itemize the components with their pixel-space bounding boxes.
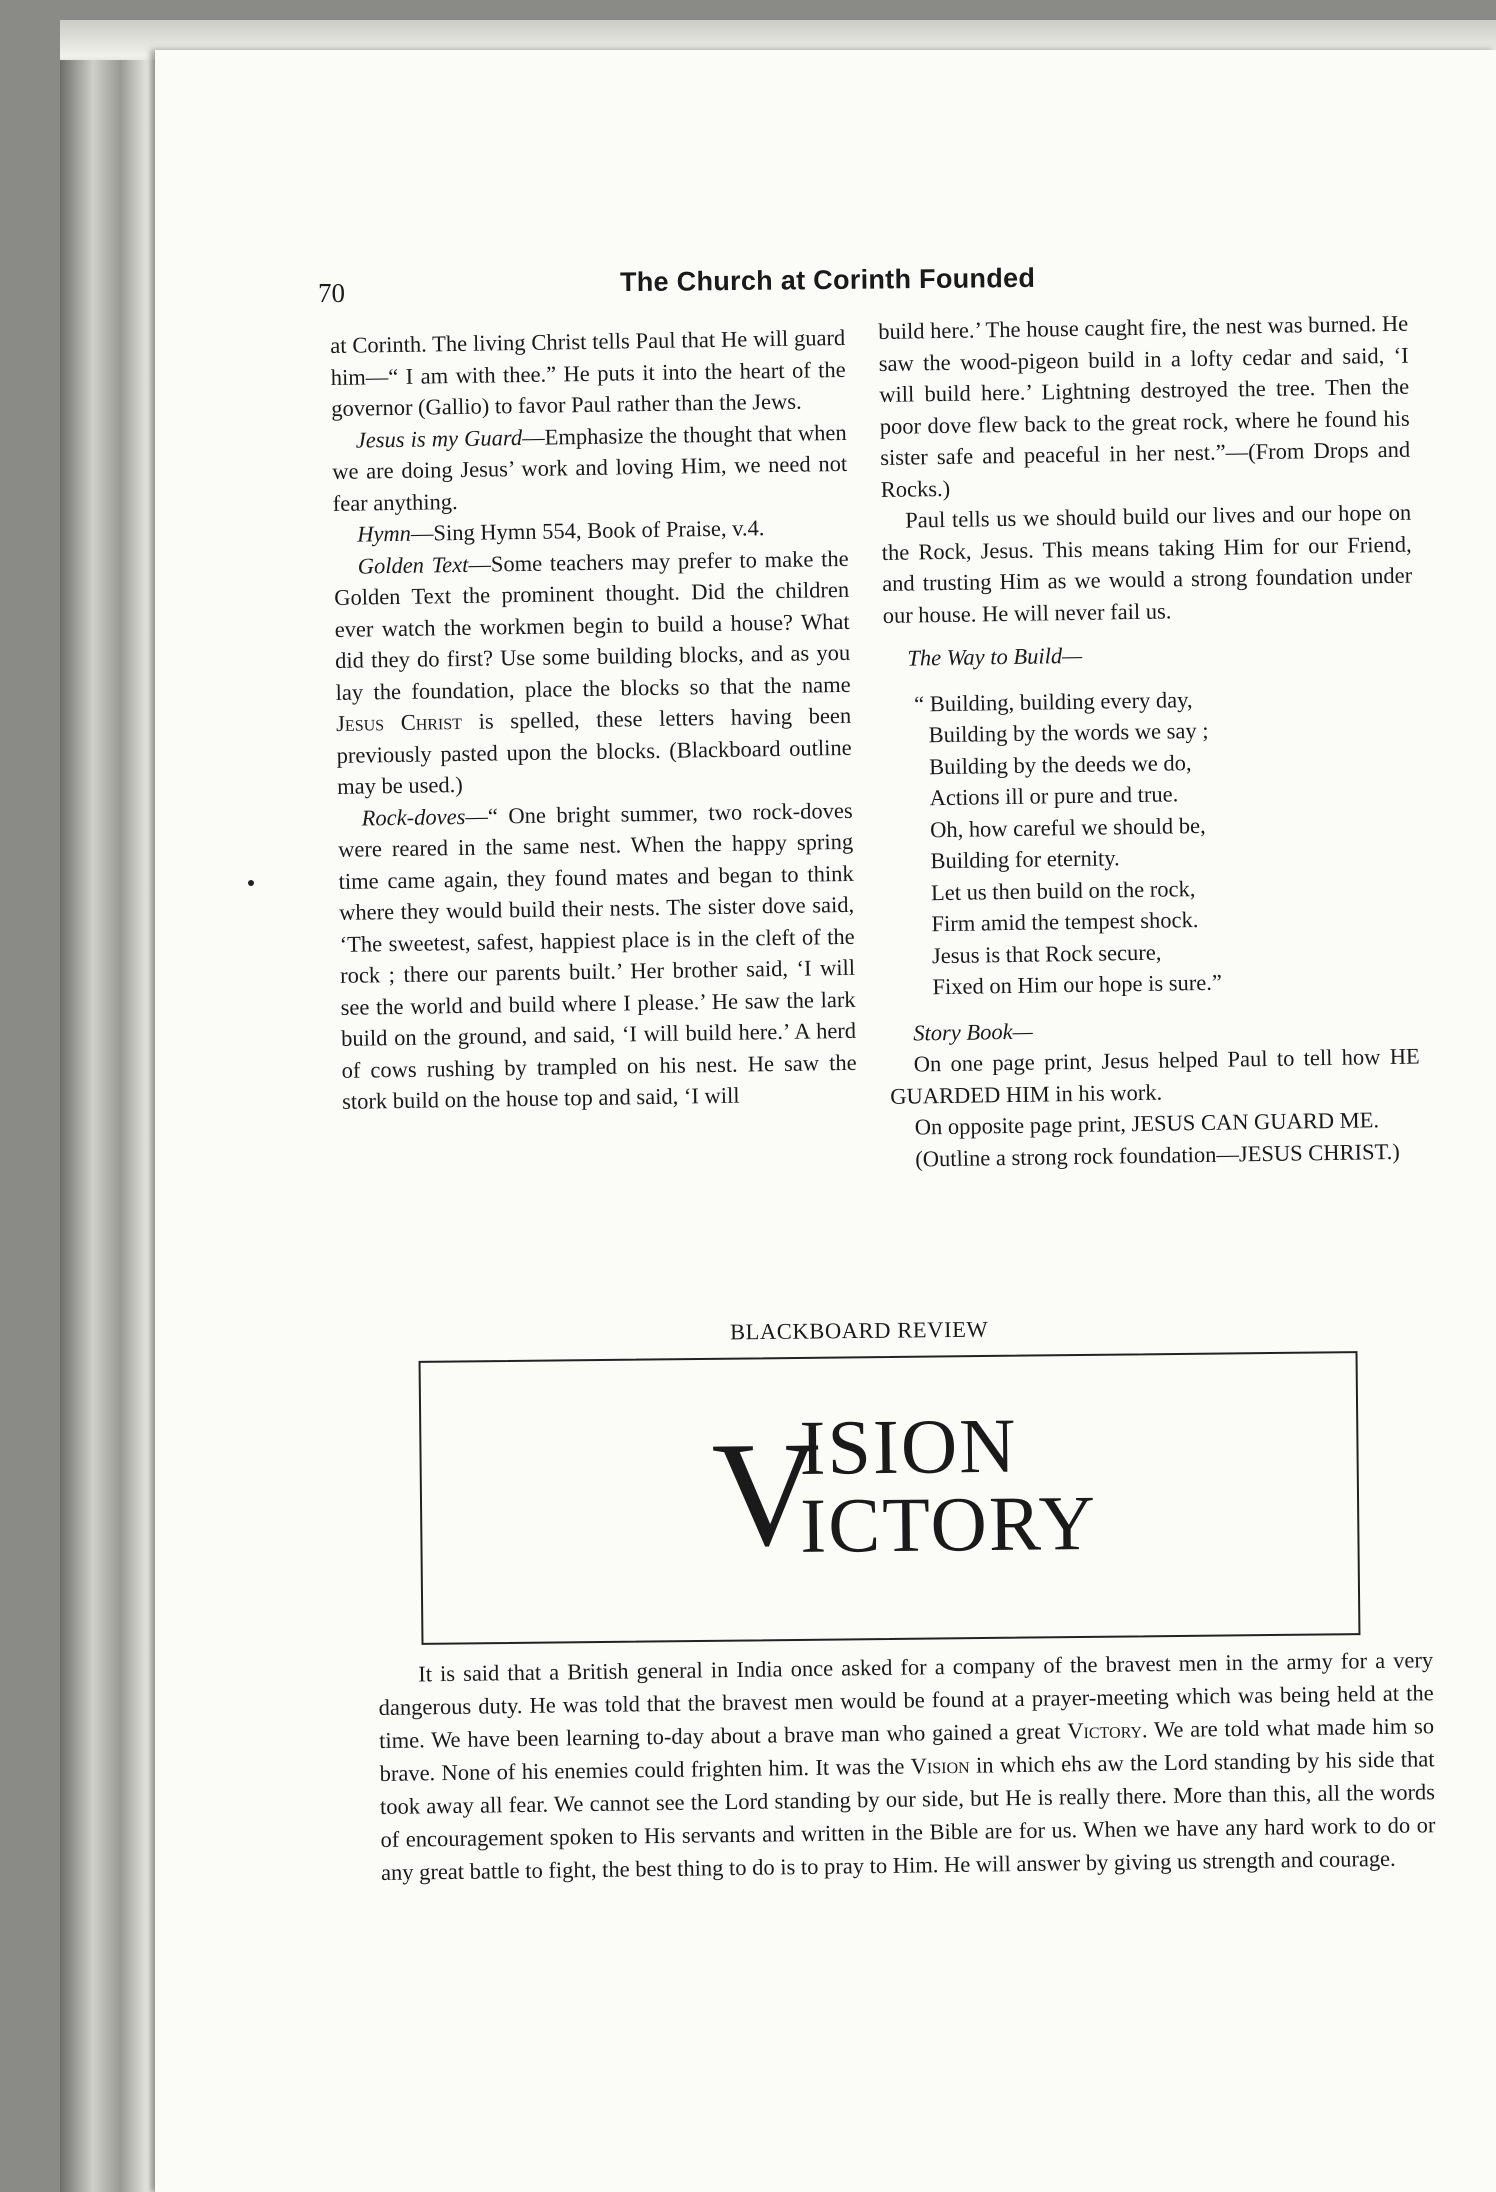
poem-line: “ Building, building every day,: [913, 686, 1193, 716]
blackboard-outline: [419, 1351, 1361, 1645]
paragraph-label: Rock-doves: [361, 803, 466, 831]
blackboard-word: ISION: [799, 1401, 1018, 1491]
poem-line: Oh, how careful we should be,: [929, 812, 1206, 842]
paragraph: On one page print, Jesus helped Paul to tell how HE GUARDED HIM in his work.: [890, 1043, 1420, 1109]
paragraph-label: The Way to Build—: [907, 642, 1083, 671]
poem-line: Actions ill or pure and true.: [929, 781, 1179, 811]
paragraph-text: in which ehs aw the Lord standing by his side that took away all fear. We cannot see the Lord standing by our side, but He is really there. More than this, all the words of encouragement spoken to His servants and written in the Bible are for us. When we have any hard work to do or any great battle to fight, the best thing to do is to pray to Him. He will answer by giving us strength and courage.: [379, 1746, 1436, 1885]
paragraph-text: is spelled, these letters having been previously pasted upon the blocks. (Blackboard outline may be used.): [336, 702, 852, 799]
poem-line: Building for eternity.: [930, 845, 1120, 874]
running-title: The Church at Corinth Founded: [619, 262, 1036, 298]
paragraph-text: It is said that a British general in India once asked for a company of the bravest men in the army for a very dangerous duty. He was told that the bravest men would be found at a prayer-meeting which was being held at the time. We have been learning to-day about a brave man who gained a great: [378, 1647, 1434, 1753]
poem-line: Fixed on Him our hope is sure.”: [932, 969, 1223, 1000]
paragraph-text: —Emphasize the thought that when we are doing Jesus’ work and loving Him, we need not fear anything.: [332, 419, 848, 516]
paragraph-text: —Some teachers may prefer to make the Golden Text the prominent thought. Did the children ever watch the workmen begin to build a house? What did they do first? Use some building blocks, and as you lay the foundation, place the blocks so that the name: [334, 545, 851, 705]
paragraph-label: Jesus is my Guard: [355, 424, 523, 453]
poem-line: Firm amid the tempest shock.: [931, 907, 1199, 937]
margin-mark: [248, 880, 254, 886]
section-title: BLACKBOARD REVIEW: [729, 1316, 989, 1345]
poem-line: Building by the deeds we do,: [928, 749, 1192, 779]
paragraph-text: . We are told what made him so brave. None of his enemies could frighten him. It was the: [379, 1713, 1435, 1786]
paragraph: On opposite page print, JESUS CAN GUARD ME.: [914, 1107, 1380, 1140]
paragraph: build here.’ The house caught fire, the nest was burned. He saw the wood-pigeon build in a lofty cedar and said, ‘I will build here.’ Lightning destroyed the tree. Then the poor dove flew back to the great rock, where he found his sister safe and peaceful in her nest.”—(From Drops and Rocks.): [878, 310, 1411, 502]
book-page-edges: [60, 60, 170, 2192]
right-column: [878, 308, 1421, 1175]
blackboard-word: ICTORY: [799, 1478, 1098, 1569]
paragraph-text: —“ One bright summer, two rock-doves were reared in the same nest. When the happy spring time came again, they found mates and began to think where they would build their nests. The sister dove said, ‘The sweetest, safest, happiest place is in the cleft of the rock ; there our parents built.’ Her brother said, ‘I will see the world and build where I please.’ He saw the lark build on the ground, and said, ‘I will build here.’ A herd of cows rushing by trampled on his nest. He saw the stork build on the house top and said, ‘I will: [337, 797, 857, 1114]
paragraph: Paul tells us we should build our lives and our hope on the Rock, Jesus. This means taking Him for our Friend, and trusting Him as we would a strong foundation under our house. He will never fail us.: [881, 499, 1413, 628]
paragraph: [337, 794, 857, 1117]
left-column: [330, 322, 857, 1117]
paragraph-label: Hymn: [357, 520, 412, 547]
review-story: [378, 1643, 1436, 1889]
paragraph: [331, 416, 847, 519]
poem-line: Let us then build on the rock,: [930, 875, 1196, 905]
poem-line: Building by the words we say ;: [928, 717, 1209, 748]
name-smallcaps: Jesus Christ: [335, 708, 463, 736]
poem-line: Jesus is that Rock secure,: [931, 939, 1162, 968]
paragraph: [378, 1643, 1436, 1889]
poem: [914, 680, 1419, 1003]
paragraph-label: Story Book—: [913, 1018, 1033, 1046]
paragraph: [333, 542, 852, 802]
paragraph: at Corinth. The living Christ tells Paul that He will guard him—“ I am with thee.” He puts it into the heart of the governor (Gallio) to favor Paul rather than the Jews.: [330, 324, 846, 421]
paragraph-text: —Sing Hymn 554, Book of Praise, v.4.: [410, 515, 765, 546]
initial-letter: V: [711, 1410, 822, 1578]
keyword-smallcaps: Vision: [910, 1752, 970, 1779]
keyword-smallcaps: Victory: [1067, 1717, 1143, 1744]
paragraph: (Outline a strong rock foundation—JESUS CHRIST.): [915, 1138, 1400, 1172]
paragraph-label: Golden Text: [357, 551, 469, 579]
page-number: 70: [318, 278, 345, 308]
